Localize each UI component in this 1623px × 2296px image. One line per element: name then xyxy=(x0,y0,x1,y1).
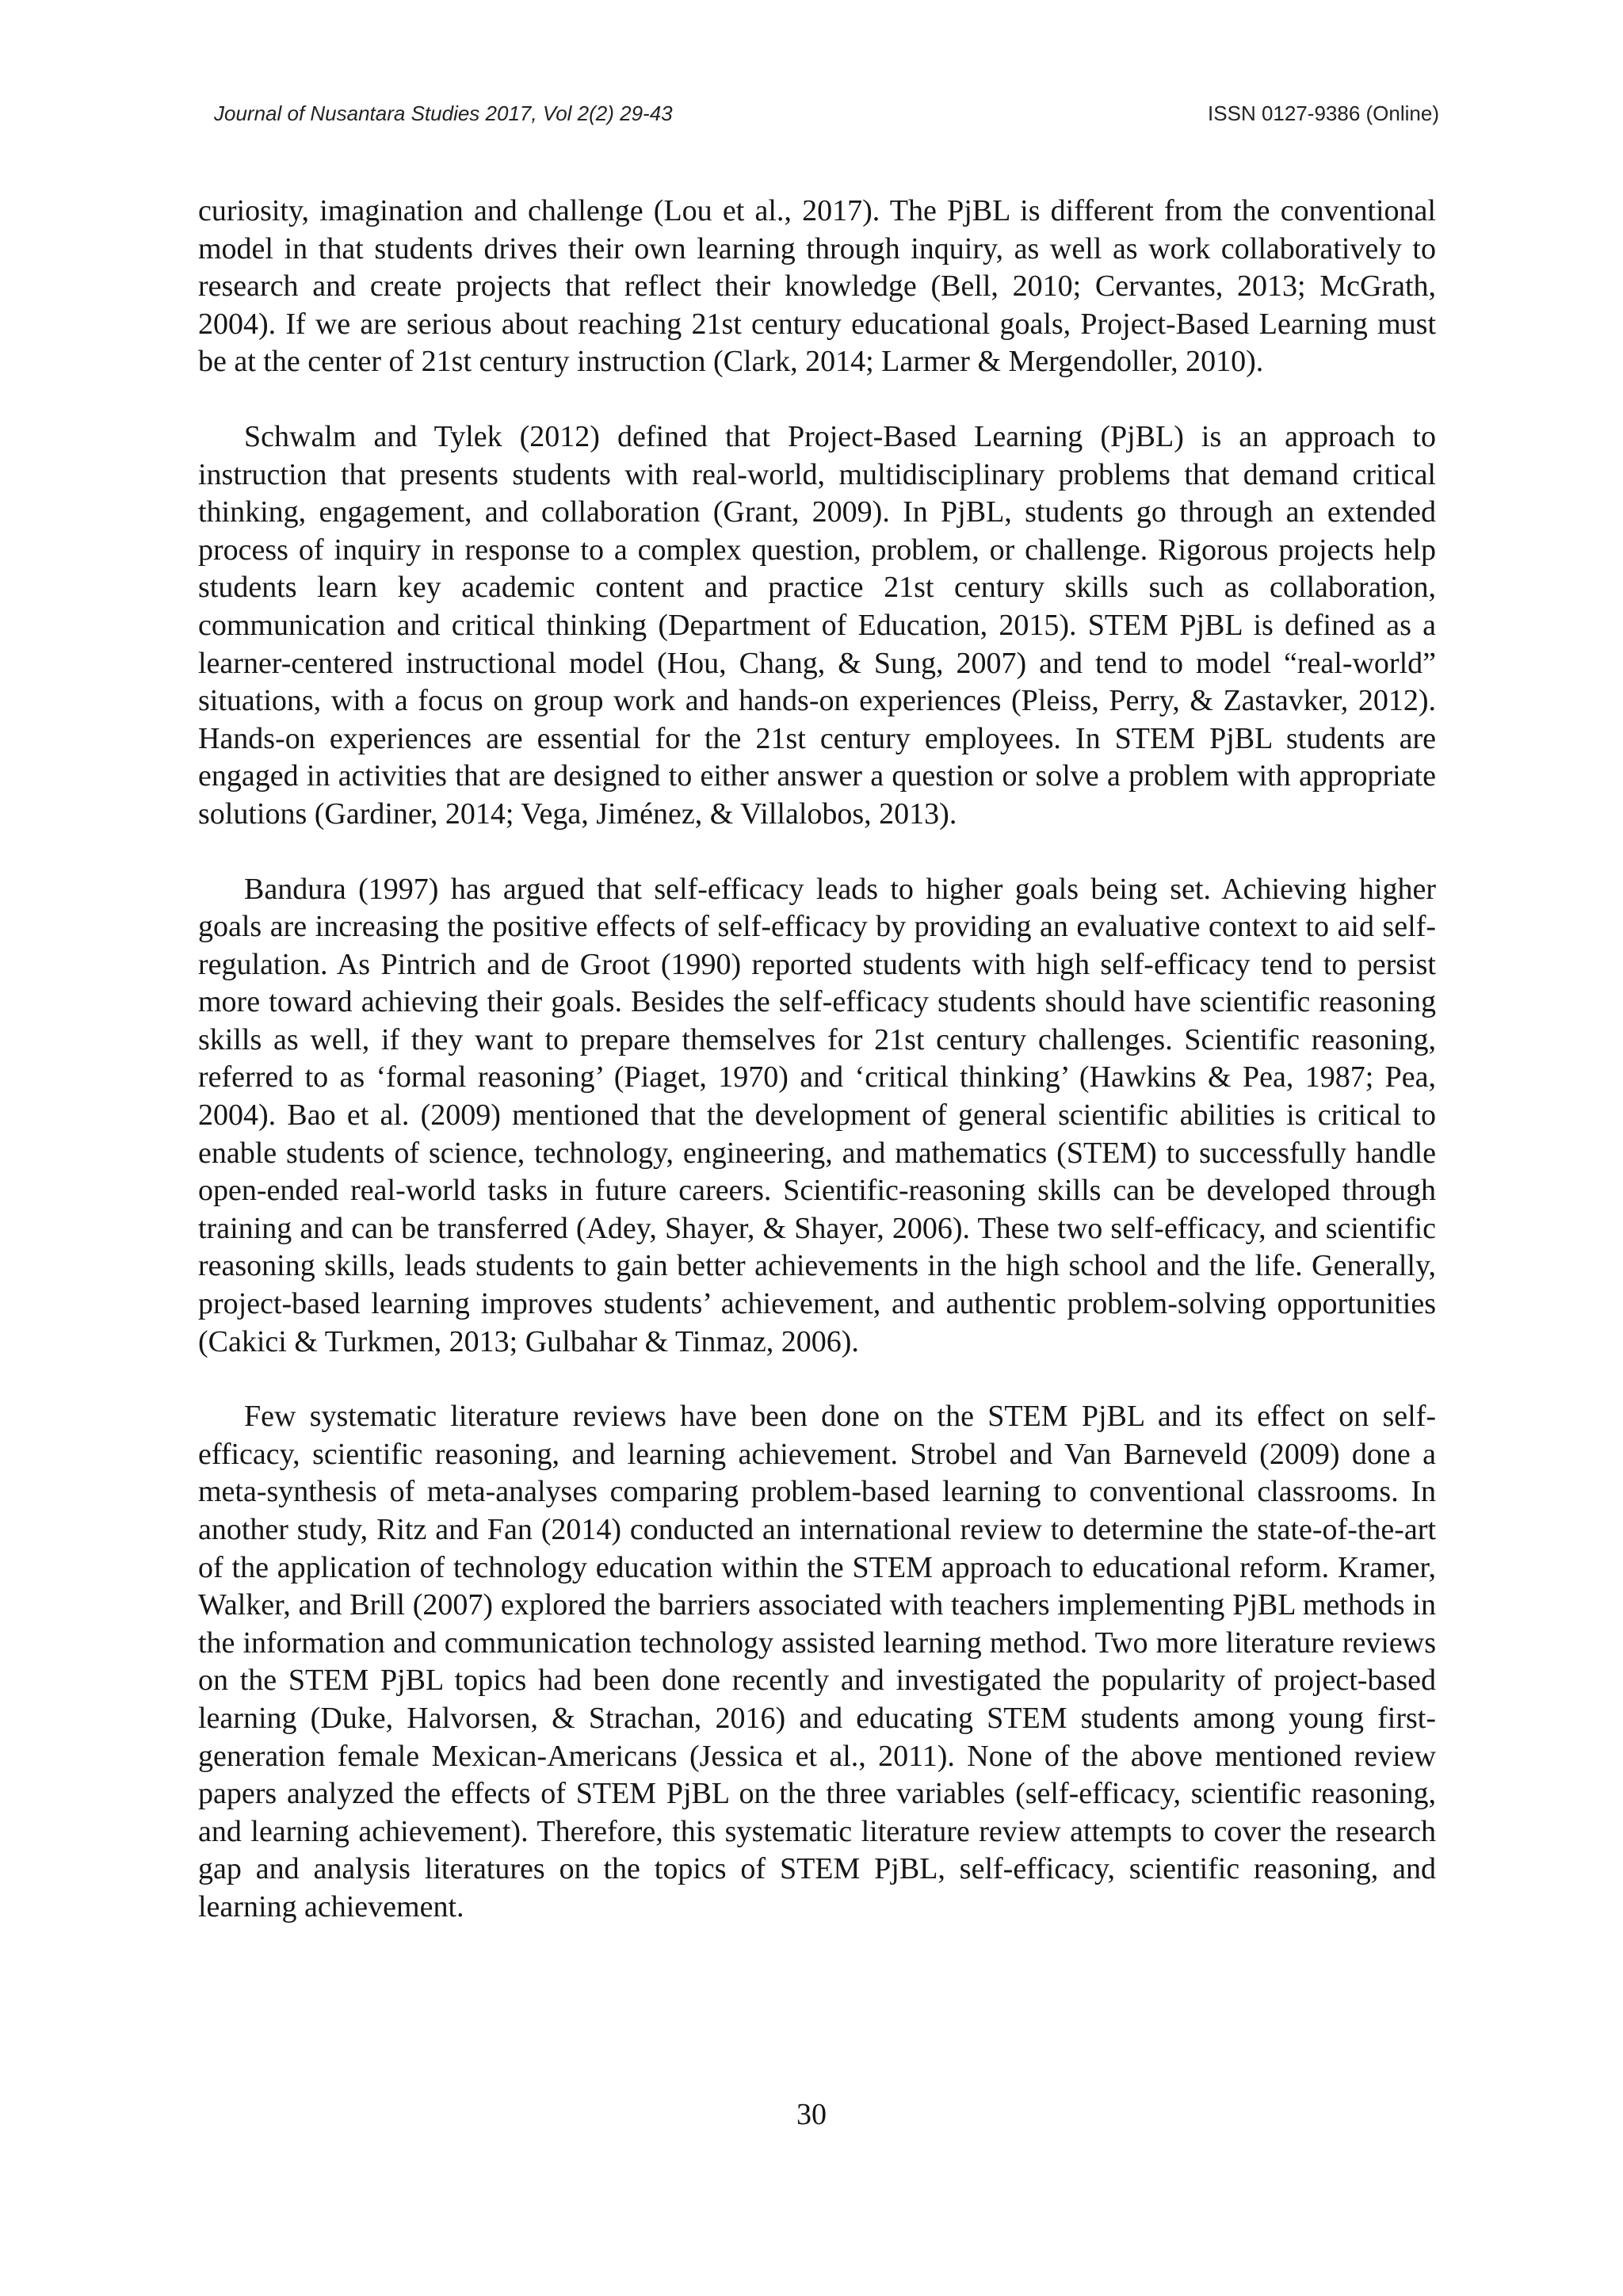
paragraph-continuation: curiosity, imagination and challenge (Lou et al., 2017). The PjBL is different from the conventional model in that students drives their own learning through inquiry, as well as work collaboratively to research and create projects that reflect their knowledge (Bell, 2010; Cervantes, 2013; McGrath, 2004). If we are serious about reaching 21st century educational goals, Project-Based Learning must be at the center of 21st century instruction (Clark, 2014; Larmer & Mergendoller, 2010). xyxy=(198,194,1436,379)
journal-citation: Journal of Nusantara Studies 2017, Vol 2(2) 29-43 xyxy=(214,101,673,125)
article-body xyxy=(198,193,1436,1964)
paragraph-literature-reviews: Few systematic literature reviews have been done on the STEM PjBL and its effect on self-efficacy, scientific reasoning, and learning achievement. Strobel and Van Barneveld (2009) done a meta-synthesis of meta-analyses comparing problem-based learning to conventional classrooms. In another study, Ritz and Fan (2014) conducted an international review to determine the state-of-the-art of the application of technology education within the STEM approach to educational reform. Kramer, Walker, and Brill (2007) explored the barriers associated with teachers implementing PjBL methods in the information and communication technology assisted learning method. Two more literature reviews on the STEM PjBL topics had been done recently and investigated the popularity of project-based learning (Duke, Halvorsen, & Strachan, 2016) and educating STEM students among young first-generation female Mexican-Americans (Jessica et al., 2011). None of the above mentioned review papers analyzed the effects of STEM PjBL on the three variables (self-efficacy, scientific reasoning, and learning achievement). Therefore, this systematic literature review attempts to cover the research gap and analysis literatures on the topics of STEM PjBL, self-efficacy, scientific reasoning, and learning achievement. xyxy=(198,1400,1436,1924)
issn-label: ISSN 0127-9386 (Online) xyxy=(1208,101,1439,125)
running-header xyxy=(214,101,1439,133)
page-number: 30 xyxy=(796,2098,827,2131)
paragraph-pjbl-definition: Schwalm and Tylek (2012) defined that Project-Based Learning (PjBL) is an approach to instruction that presents students with real-world, multidisciplinary problems that demand critical thinking, engagement, and collaboration (Grant, 2009). In PjBL, students go through an extended process of inquiry in response to a complex question, problem, or challenge. Rigorous projects help students learn key academic content and practice 21st century skills such as collaboration, communication and critical thinking (Department of Education, 2015). STEM PjBL is defined as a learner-centered instructional model (Hou, Chang, & Sung, 2007) and tend to model “real-world” situations, with a focus on group work and hands-on experiences (Pleiss, Perry, & Zastavker, 2012). Hands-on experiences are essential for the 21st century employees. In STEM PjBL students are engaged in activities that are designed to either answer a question or solve a problem with appropriate solutions (Gardiner, 2014; Vega, Jiménez, & Villalobos, 2013). xyxy=(198,419,1436,831)
paragraph-self-efficacy: Bandura (1997) has argued that self-efficacy leads to higher goals being set. Achieving higher goals are increasing the positive effects of self-efficacy by providing an evaluative context to aid self-regulation. As Pintrich and de Groot (1990) reported students with high self-efficacy tend to persist more toward achieving their goals. Besides the self-efficacy students should have scientific reasoning skills as well, if they want to prepare themselves for 21st century challenges. Scientific reasoning, referred to as ‘formal reasoning’ (Piaget, 1970) and ‘critical thinking’ (Hawkins & Pea, 1987; Pea, 2004). Bao et al. (2009) mentioned that the development of general scientific abilities is critical to enable students of science, technology, engineering, and mathematics (STEM) to successfully handle open-ended real-world tasks in future careers. Scientific-reasoning skills can be developed through training and can be transferred (Adey, Shayer, & Shayer, 2006). These two self-efficacy, and scientific reasoning skills, leads students to gain better achievements in the high school and the life. Generally, project-based learning improves students’ achievement, and authentic problem-solving opportunities (Cakici & Turkmen, 2013; Gulbahar & Tinmaz, 2006). xyxy=(198,872,1436,1358)
